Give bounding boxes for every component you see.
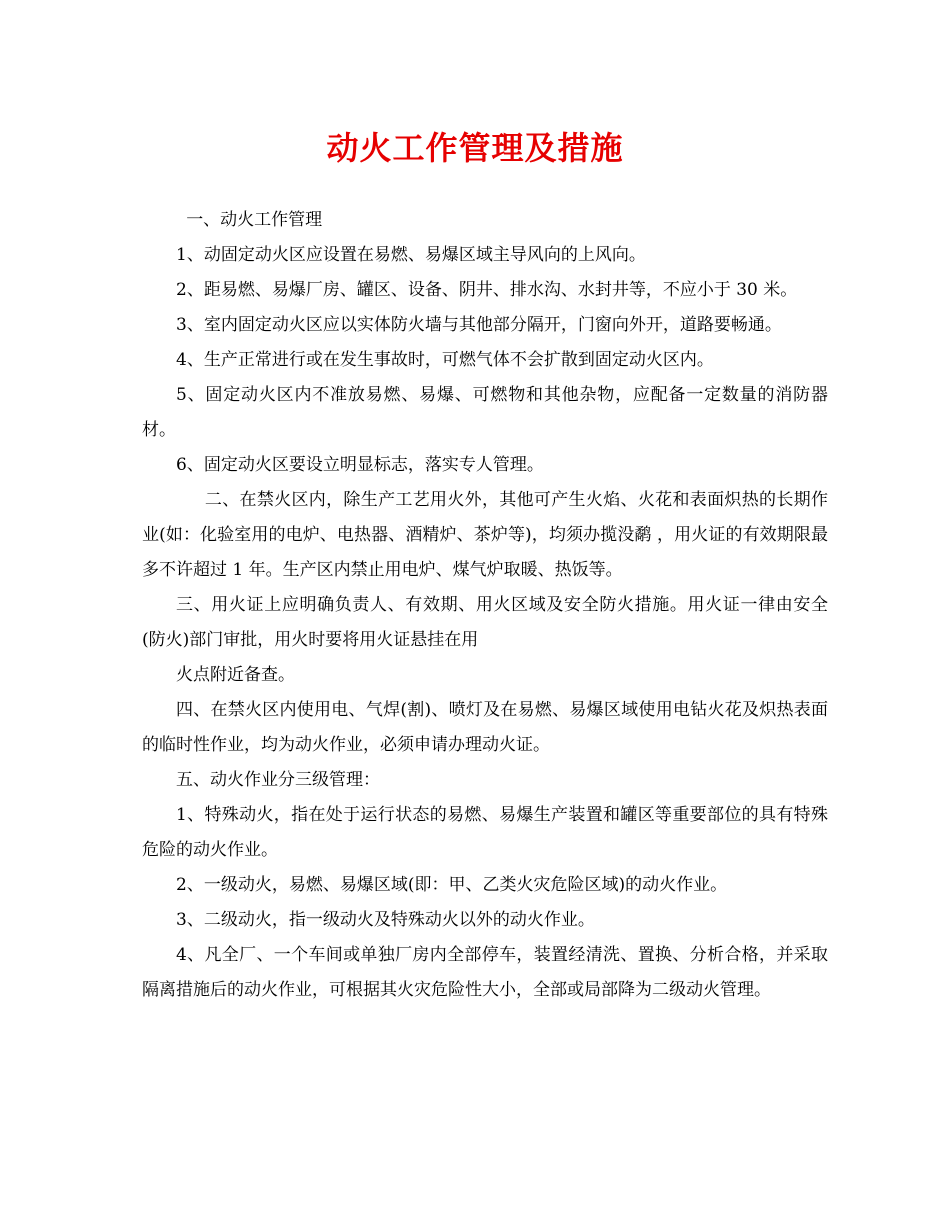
paragraph: 4、凡全厂、一个车间或单独厂房内全部停车，装置经清洗、置换、分析合格，并采取隔离措施后的动火作业，可根据其火灾危险性大小，全部或局部降为二级动火管理。 (142, 945, 828, 1000)
paragraph: 一、动火工作管理 (186, 210, 323, 230)
paragraph: 三、用火证上应明确负责人、有效期、用火区域及安全防火措施。用火证一律由安全(防火)部门审批，用火时要将用火证悬挂在用 (142, 595, 828, 650)
paragraph: 五、动火作业分三级管理： (176, 770, 380, 790)
paragraph: 4、生产正常进行或在发生事故时，可燃气体不会扩散到固定动火区内。 (176, 350, 714, 370)
paragraph: 2、距易燃、易爆厂房、罐区、设备、阴井、排水沟、水封井等，不应小于 30 米。 (176, 280, 798, 300)
paragraph: 二、在禁火区内，除生产工艺用火外，其他可产生火焰、火花和表面炽热的长期作业(如：化验室用的电炉、电热器、酒精炉、茶炉等)，均须办揽没鹬 ，用火证的有效期限最多不许超过 1 年。生产区内禁止用电炉、煤气炉取暖、热饭等。 (142, 490, 828, 580)
paragraph: 1、动固定动火区应设置在易燃、易爆区域主导风向的上风向。 (176, 245, 646, 265)
paragraph: 3、室内固定动火区应以实体防火墙与其他部分隔开，门窗向外开，道路要畅通。 (176, 315, 782, 335)
paragraph: 3、二级动火，指一级动火及特殊动火以外的动火作业。 (176, 910, 595, 930)
document-title: 动火工作管理及措施 (326, 129, 624, 167)
paragraph: 火点附近备查。 (176, 665, 295, 685)
paragraph: 1、特殊动火，指在处于运行状态的易燃、易爆生产装置和罐区等重要部位的具有特殊危险的动火作业。 (142, 805, 828, 860)
paragraph: 四、在禁火区内使用电、气焊(割)、喷灯及在易燃、易爆区域使用电钻火花及炽热表面的临时性作业，均为动火作业，必须申请办理动火证。 (142, 700, 828, 755)
paragraph: 2、一级动火，易燃、易爆区域(即：甲、乙类火灾危险区域)的动火作业。 (176, 875, 728, 895)
paragraph: 5、固定动火区内不准放易燃、易爆、可燃物和其他杂物，应配备一定数量的消防器材。 (142, 385, 828, 440)
paragraph: 6、固定动火区要设立明显标志，落实专人管理。 (176, 455, 544, 475)
document-body (142, 203, 828, 1008)
